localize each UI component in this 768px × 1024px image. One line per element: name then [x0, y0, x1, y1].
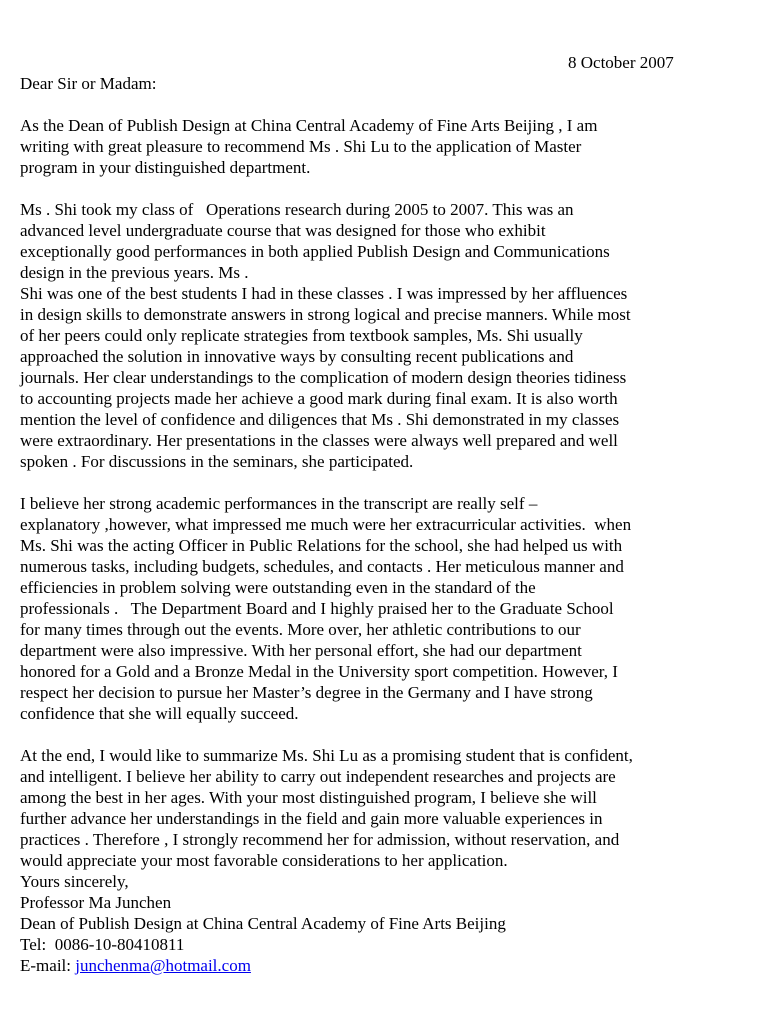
text-line: confidence that she will equally succeed. — [20, 704, 299, 723]
signer-name: Professor Ma Junchen — [20, 893, 172, 912]
paragraph-gap — [20, 178, 760, 199]
text-line: program in your distinguished department. — [20, 158, 311, 177]
text-line: efficiencies in problem solving were outstanding even in the standard of the — [20, 578, 536, 597]
text-line: respect her decision to pursue her Master’s degree in the Germany and I have strong — [20, 683, 593, 702]
text-line: writing with great pleasure to recommend Ms . Shi Lu to the application of Master — [20, 137, 582, 156]
text-line: journals. Her clear understandings to the complication of modern design theories tidiness — [20, 368, 627, 387]
paragraph-gap — [20, 724, 760, 745]
text-line: design in the previous years. Ms . — [20, 263, 249, 282]
text-line: and intelligent. I believe her ability to carry out independent researches and projects are — [20, 767, 616, 786]
paragraph-gap — [20, 472, 760, 493]
text-line: numerous tasks, including budgets, schedules, and contacts . Her meticulous manner and — [20, 557, 624, 576]
telephone-number: 0086-10-80410811 — [54, 935, 185, 954]
text-line: advanced level undergraduate course that was designed for those who exhibit — [20, 221, 546, 240]
text-line: would appreciate your most favorable considerations to her application. — [20, 851, 508, 870]
text-line: Shi was one of the best students I had in these classes . I was impressed by her affluences — [20, 284, 628, 303]
text-line: At the end, I would like to summarize Ms. Shi Lu as a promising student that is confident, — [20, 746, 633, 765]
text-line: of her peers could only replicate strategies from textbook samples, Ms. Shi usually — [20, 326, 583, 345]
paragraph-gap — [20, 94, 760, 115]
signer-title: Dean of Publish Design at China Central Academy of Fine Arts Beijing — [20, 914, 506, 933]
paragraph-extracurricular — [20, 493, 760, 724]
email-label: E-mail: — [20, 956, 76, 975]
text-line: mention the level of confidence and diligences that Ms . Shi demonstrated in my classes — [20, 410, 620, 429]
closing: Yours sincerely, — [20, 872, 129, 891]
letter-date: 8 October 2007 — [568, 53, 674, 72]
email-link[interactable]: junchenma@hotmail.com — [75, 956, 251, 975]
text-line: Ms. Shi was the acting Officer in Public Relations for the school, she had helped us with — [20, 536, 623, 555]
salutation: Dear Sir or Madam: — [20, 74, 157, 93]
text-line: for many times through out the events. More over, her athletic contributions to our — [20, 620, 581, 639]
text-line: I believe her strong academic performances in the transcript are really self – — [20, 494, 538, 513]
text-line: As the Dean of Publish Design at China Central Academy of Fine Arts Beijing , I am — [20, 116, 598, 135]
text-line: honored for a Gold and a Bronze Medal in the University sport competition. However, I — [20, 662, 618, 681]
text-line: professionals . The Department Board and I highly praised her to the Graduate School — [20, 599, 614, 618]
paragraph-introduction — [20, 115, 760, 178]
text-line: exceptionally good performances in both applied Publish Design and Communications — [20, 242, 610, 261]
text-line: to accounting projects made her achieve a good mark during final exam. It is also worth — [20, 389, 618, 408]
text-line: approached the solution in innovative ways by consulting recent publications and — [20, 347, 574, 366]
telephone-line — [20, 934, 760, 955]
paragraph-conclusion — [20, 745, 760, 871]
telephone-label: Tel: — [20, 935, 55, 954]
text-line: in design skills to demonstrate answers in strong logical and precise manners. While most — [20, 305, 631, 324]
text-line: explanatory ,however, what impressed me much were her extracurricular activities. when — [20, 515, 632, 534]
text-line: Ms . Shi took my class of Operations research during 2005 to 2007. This was an — [20, 200, 574, 219]
text-line: spoken . For discussions in the seminars, she participated. — [20, 452, 414, 471]
text-line: further advance her understandings in the field and gain more valuable experiences in — [20, 809, 603, 828]
text-line: department were also impressive. With her personal effort, she had our department — [20, 641, 582, 660]
text-line: were extraordinary. Her presentations in the classes were always well prepared and well — [20, 431, 618, 450]
text-line: among the best in her ages. With your most distinguished program, I believe she will — [20, 788, 597, 807]
paragraph-academic — [20, 199, 760, 472]
letter-body — [20, 73, 760, 976]
signature-block — [20, 871, 760, 976]
text-line: practices . Therefore , I strongly recommend her for admission, without reservation, and — [20, 830, 620, 849]
email-line — [20, 955, 760, 976]
